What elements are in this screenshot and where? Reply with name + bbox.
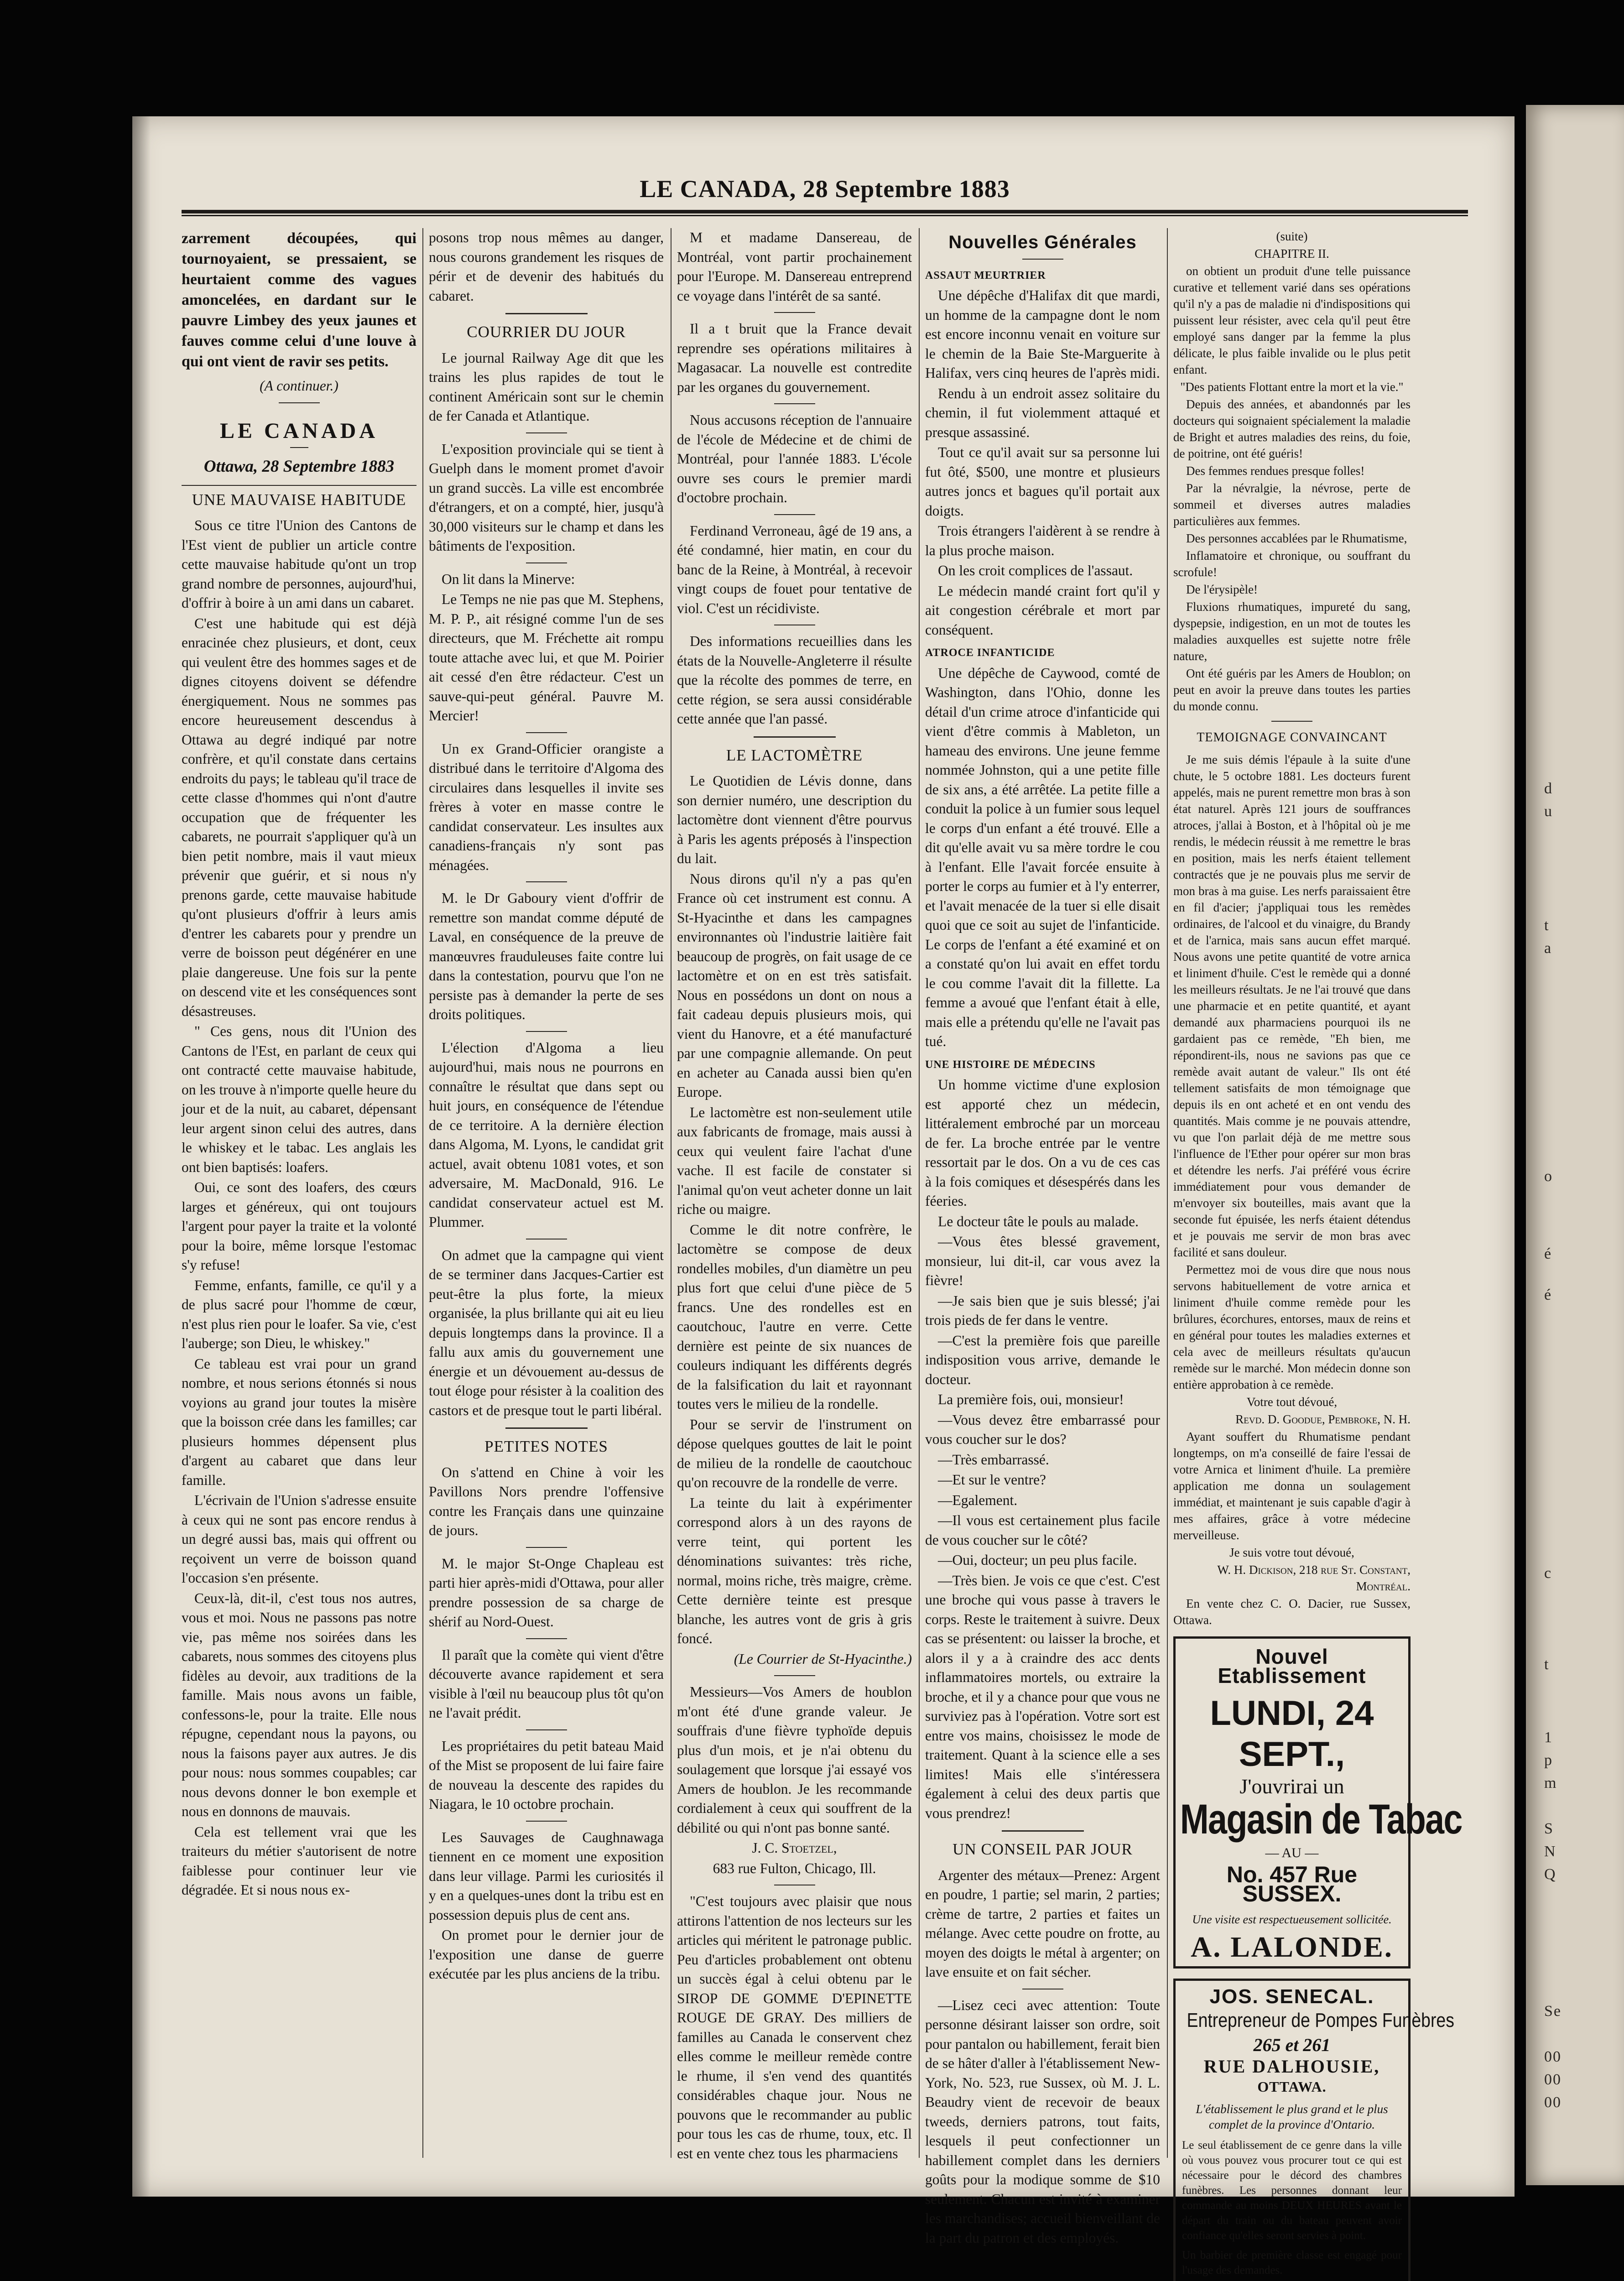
subheading-infanticide: ATROCE INFANTICIDE: [925, 643, 1160, 663]
testimonial-closing: Je suis votre tout dévoué,: [1173, 1544, 1411, 1561]
ad-paragraph: Depuis des années, et abandonnés par les docteurs qui soignaient spécialement la maladie de Bright et autres maladies des reins, du foie, de poitrine, ont été guéris!: [1173, 396, 1411, 462]
article-paragraph: Comme le dit notre confrère, le lactomètre se compose de deux rondelles mobiles, d'un diamètre un peu plus fort que celui d'une pièce de 5 francs. Une des rondelles est en caoutchouc, l'autre en verre. Cette dernière est peinte de six nuances de couleurs indiquant les différents degrés de la falsification du lait et rayonnant toutes vers le milieu de la rondelle.: [677, 1220, 912, 1414]
ad-shop-name: Magasin de Tabac: [1180, 1796, 1404, 1843]
news-item: Les propriétaires du petit bateau Maid of the Mist se proposent de lui faire faire de nouveau la descente des rapides du Niagara, le 10 octobre prochain.: [429, 1737, 664, 1814]
separator: [290, 447, 308, 448]
separator: [1002, 1830, 1084, 1832]
ad-paragraph: Par la névralgie, la névrose, perte de sommeil et diverses autres maladies particulières aux femmes.: [1173, 480, 1411, 529]
news-item: L'exposition provinciale qui se tient à Guelph dans le moment promet d'avoir un grand succès. La ville est encombrée d'étrangers, et on a compté, hier, jusqu'à 30,000 visiteurs sur le champ et dans les bâtiments de l'exposition.: [429, 440, 664, 556]
article-paragraph: Le Quotidien de Lévis donne, dans son dernier numéro, une description du lactomètre dont viennent d'être pourvus à Paris les agents préposés à l'inspection du lait.: [677, 771, 912, 869]
newspaper-page: [132, 116, 1515, 2197]
dateline: Ottawa, 28 Septembre 1883: [182, 457, 416, 477]
separator: [1271, 721, 1312, 722]
article-paragraph: Cela est tellement vrai que les traiteurs du métier s'autorisent de notre faiblesse pour continuer leur vie dégradée. Et si nous nous ex-: [182, 1823, 416, 1900]
column-1: [182, 228, 416, 2158]
separator: [526, 1547, 567, 1548]
article-paragraph: Femme, enfants, famille, ce qu'il y a de plus sacré pour l'homme de cœur, n'est plus rien pour le loafer. Sa vie, c'est l'auberge; son Dieu, le whiskey.": [182, 1276, 416, 1354]
testimonial-paragraph: Je me suis démis l'épaule à la suite d'une chute, le 5 octobre 1881. Les docteurs furent appelés, mais ne purent remettre mon bras à son état naturel. Après 121 jours de souffrances atroces, j'allai à Boston, et à l'hôpital où je me rendis, le médecin réussit à me remettre le bras en position, mais les nerfs étaient tellement contractés que je ne pouvais plus me servir de mon bras à ma guise. Les nerfs paraissaient être en fil d'acier; j'appliquai tous les remèdes ordinaires, de l'alcool et du vinaigre, du Brandy et de l'arnica, mais sans aucun effet marqué. Nous avons une petite quantité de votre arnica et liniment d'huile. C'est le remède qui a donné les meilleurs résultats. Je ne l'ai trouvé que dans une pharmacie et en petite quantité, et ayant demandé aux pharmaciens pourquoi ils ne gardaient pas ce remède, "Eh bien, me répondirent-ils, nous ne savions pas que ce remède avait autant de valeur." Ils ont été tellement satisfaits de mon témoignage que depuis ils en ont acheté et en ont vendu des quantités. Mais comme je ne pouvais attendre, vu que l'on parlait déjà de me mettre sous l'influence de l'Ether pour opérer sur mon bras et détendre les nerfs. J'ai préféré vous écrire immédiatement pour vous demander de m'envoyer six bouteilles, mais avant que la seconde fut épuisée, les nerfs étaient détendus et je pouvais me servir de mon bras avec facilité et sans douleur.: [1173, 751, 1411, 1260]
masthead-rule: [182, 210, 1468, 216]
funeral-ad: [1173, 1979, 1411, 2281]
ad-address: No. 457 Rue SUSSEX.: [1183, 1865, 1401, 1904]
news-paragraph: Tout ce qu'il avait sur sa personne lui fut ôté, $500, une montre et plusieurs autres joncs et bagues qu'il portait aux doigts.: [925, 443, 1160, 521]
separator: [505, 1427, 588, 1429]
ad-paragraph: Fluxions rhumatiques, impureté du sang, dyspepsie, indigestion, en un mot de toutes les maladies auxquelles est sujette notre frêle nature,: [1173, 599, 1411, 664]
edge-fragment: o: [1544, 1168, 1622, 1185]
ad-address-number: 265 et 261: [1182, 2036, 1402, 2055]
tobacco-shop-ad: [1173, 1636, 1411, 1969]
news-item: Le journal Railway Age dit que les trains les plus rapides de tout le continent Américain sont sur le chemin de fer Canada et Atlantique.: [429, 349, 664, 426]
edge-fragment: S: [1544, 1820, 1622, 1838]
column-rule: [919, 228, 920, 2158]
ad-paragraph: Des personnes accablées par le Rhumatisme,: [1173, 530, 1411, 547]
separator: [526, 1729, 567, 1730]
ad-text: — AU —: [1183, 1844, 1401, 1863]
continued-story: zarrement découpées, qui tournoyaient, se pressaient, se heurtaient comme des vagues amoncelées, en dardant sur le pauvre Limbey des yeux jaunes et fauves comme celui d'une louve à qui ont vient de ravir ses petits.: [182, 228, 416, 372]
dialogue-line: —Et sur le ventre?: [925, 1470, 1160, 1490]
article-paragraph: Argenter des métaux—Prenez: Argent en poudre, 1 partie; sel marin, 2 parties; crème de tartre, 2 parties et faites un mélange. Avec cette poudre on frotte, au moyen des doigts le métal à argenter; on lave ensuite et on fait sécher.: [925, 1866, 1160, 1982]
edge-fragment: N: [1544, 1843, 1622, 1860]
article-paragraph: Oui, ce sont des loafers, des cœurs larges et généreux, qui ont toujours l'argent pour payer la traite et la volonté pour la boire, même lorsque l'estomac s'y refuse!: [182, 1178, 416, 1275]
edge-fragment: d: [1544, 780, 1622, 797]
article-paragraph: Ceux-là, dit-il, c'est tous nos autres, vous et moi. Nous ne passons pas notre vie, pas même nos soirées dans les cabarets, nous sommes des citoyens plus fidèles au devoir, aux traditions de la famille. Mais nous avons un faible, confessons-le, pour la traite. Elle nous répugne, cependant nous la payons, ou nous la faisons payer aux autres. Je dis pour nous: nous sommes coupables; car nous devons donner le bon exemple et nous en donnons de mauvais.: [182, 1589, 416, 1822]
headline-mauvaise-habitude: UNE MAUVAISE HABITUDE: [182, 485, 416, 510]
edge-fragment: u: [1544, 803, 1622, 820]
column-5: [1173, 228, 1411, 2158]
testimonial-closing: Votre tout dévoué,: [1173, 1394, 1411, 1410]
signature-name: J. C. Stoetzel,: [677, 1838, 912, 1858]
ad-owner: JOS. SENECAL.: [1182, 1987, 1402, 2007]
ad-paragraph: De l'érysipèle!: [1173, 581, 1411, 598]
separator: [1022, 259, 1063, 260]
subheading-assaut: ASSAUT MEURTRIER: [925, 266, 1160, 286]
edge-fragment: Q: [1544, 1866, 1622, 1883]
advertisement-paragraph: "C'est toujours avec plaisir que nous attirons l'attention de nos lecteurs sur les articles qui méritent le patronage public. Peu d'articles probablement ont obtenu un succès égal à celui obtenu par le SIROP DE GOMME D'EPINETTE ROUGE DE GRAY. Des milliers de familles au Canada le conservent chez elles comme le meilleur remède contre le rhume, il s'en vend des quantités considérables chaque jour. Nous ne pouvons que le recommander au public pour tous les cas de rhume, toux, etc. Il est en vente chez tous les pharmaciens: [677, 1892, 912, 2163]
article-paragraph: L'écrivain de l'Union s'adresse ensuite à ceux qui ne sont pas encore rendus à un degré aussi bas, mais qui offrent ou reçoivent un verre de boisson quand l'occasion s'en présente.: [182, 1491, 416, 1588]
ad-paragraph: Des femmes rendues presque folles!: [1173, 463, 1411, 479]
separator: [526, 881, 567, 882]
source-credit: (Le Courrier de St-Hyacinthe.): [677, 1650, 912, 1669]
article-paragraph: Le lactomètre est non-seulement utile aux fabricants de fromage, mais aussi à ceux qui veulent faire l'achat d'une vache. Il est facile de constater si l'animal qu'on veut acheter donne un lait riche ou maigre.: [677, 1103, 912, 1219]
ad-paragraph: "Des patients Flottant entre la mort et la vie.": [1173, 379, 1411, 395]
section-title-le-canada: LE CANADA: [182, 422, 416, 441]
edge-fragment: t: [1544, 1656, 1622, 1673]
suite-label: (suite): [1173, 228, 1411, 245]
news-paragraph: Le médecin mandé craint fort qu'il y ait congestion cérébrale et mort par conséquent.: [925, 582, 1160, 640]
news-paragraph: Une dépêche de Caywood, comté de Washington, dans l'Ohio, donne les détail d'un crime atroce d'infanticide qui vient d'être commis à Mableton, un hameau des environs. Une jeune femme nommée Johnston, qui a une petite fille de six ans, a été arrêtée. La petite fille a conduit la police à un fumier sous lequel le corps d'un enfant a été trouvé. Elle a dit qu'elle avait vu sa mère tordre le cou à l'enfant. Elle l'avait forcée ensuite à porter le corps au fumier et à l'y enterrer, et l'avait menacée de la tuer si elle disait quoi que ce soit au sujet de l'infanticide. Le corps de l'enfant a été examiné et on a constaté qu'on lui avait en effet tordu le cou comme l'avait dit la fillette. La femme a avoué que l'enfant était à elle, mais elle a prétendu qu'elle ne l'avait pas tué.: [925, 664, 1160, 1052]
news-item: M. le Dr Gaboury vient d'offrir de remettre son mandat comme député de Laval, en conséquence de la preuve de manœuvres frauduleuses faite contre lui dans la contestation, pourvu que l'on ne persiste pas à demander la perte de ses droits politiques.: [429, 889, 664, 1025]
edge-fragment: 00: [1544, 2094, 1622, 2111]
separator: [505, 313, 588, 314]
edge-fragment: Se: [1544, 2003, 1622, 2020]
edge-fragment: m: [1544, 1775, 1622, 1792]
testimonial-paragraph: Ayant souffert du Rhumatisme pendant longtemps, on m'a conseillé de faire l'essai de votre Arnica et liniment d'huile. La première application me donna un soulagement immédiat, et maintenant je suis capable d'agir à mes affaires, grâce à votre médecine merveilleuse.: [1173, 1428, 1411, 1543]
ad-paragraph: on obtient un produit d'une telle puissance curative et tellement varié dans ses opérations qu'il n'y a pas de maladie ni d'indispositions qui puissent leur résister, avec cela qu'il peut être employé sans danger par la femme la plus délicate, le plus faible invalide ou le plus petit enfant.: [1173, 263, 1411, 378]
news-item: Des informations recueillies dans les états de la Nouvelle-Angleterre il résulte que la récolte des pommes de terre, en cette région, se sera aussi considérable cette année que l'an passé.: [677, 632, 912, 729]
edge-fragment: 1: [1544, 1729, 1622, 1746]
ad-owner: A. LALONDE.: [1183, 1937, 1401, 1957]
news-item: M. le major St-Onge Chapleau est parti hier après-midi d'Ottawa, pour aller prendre possession de sa charge de shérif au Nord-Ouest.: [429, 1554, 664, 1632]
separator: [526, 1031, 567, 1032]
edge-fragment: c: [1544, 1565, 1622, 1582]
testimonial-signature: W. H. Dickison, 218 rue St. Constant, Montréal.: [1173, 1562, 1411, 1594]
edge-fragment: t: [1544, 917, 1622, 934]
news-item: Le Temps ne nie pas que M. Stephens, M. P. P., ait résigné comme l'un de ses directeurs, que M. Fréchette ait rompu toute attache avec lui, et que M. Poirier ait cessé d'en être rédacteur. C'est un sauve-qui-peut général. Pauvre M. Mercier!: [429, 590, 664, 726]
testimonial-paragraph: Permettez moi de vous dire que nous nous servons habituellement de votre arnica et liniment d'huile comme remède pour les brûlures, écorchures, entorses, maux de reins et en général pour toutes les maladies externes et cela avec de meilleurs résultats qu'aucun remède sur le marché. Mon médecin donne son entière approbation à ce remède.: [1173, 1261, 1411, 1393]
dialogue-line: —Il vous est certainement plus facile de vous coucher sur le côté?: [925, 1511, 1160, 1550]
separator: [279, 402, 320, 403]
news-paragraph: Le docteur tâte le pouls au malade.: [925, 1212, 1160, 1232]
chapter-title: CHAPITRE II.: [1173, 245, 1411, 262]
news-item: Ferdinand Verroneau, âgé de 19 ans, a été condamné, hier matin, en cour du banc de la Reine, à Montréal, à recevoir vingt coups de fouet pour tentative de viol. C'est un récidiviste.: [677, 521, 912, 619]
headline-conseil-par-jour: UN CONSEIL PAR JOUR: [925, 1840, 1160, 1859]
dialogue-line: —Très embarrassé.: [925, 1450, 1160, 1470]
article-paragraph: Ce tableau est vrai pour un grand nombre, et nous serions étonnés si nous voyions au grand jour toutes la misère que la boisson crée dans les familles; car plusieurs hommes dépensent plus d'argent au cabaret que dans leur famille.: [182, 1354, 416, 1490]
article-paragraph: Nous dirons qu'il n'y a pas qu'en France où cet instrument est connu. A St-Hyacinthe et dans les campagnes environnantes où l'industrie laitière fait beaucoup de progrès, on fait usage de ce lactomètre et on en est très satisfait. Nous en possédons un dont on nous a fait cadeau depuis plusieurs mois, qui vient du Hanovre, et a été manufacturé par une compagnie allemande. On peut en acheter au Canada aussi bien qu'en Europe.: [677, 870, 912, 1102]
article-paragraph: La teinte du lait à expérimenter correspond alors à un des rayons de verre teint, qui portent les dénominations suivantes: très riche, normal, moins riche, très maigre, crème. Cette dernière teinte est presque blanche, les autres vont de gris à gris foncé.: [677, 1494, 912, 1649]
separator: [526, 432, 567, 433]
news-item: On s'attend en Chine à voir les Pavillons Nors prendre l'offensive contre les Français dans une quinzaine de jours.: [429, 1463, 664, 1541]
adjacent-page-edge: [1526, 105, 1624, 2185]
edge-fragment: 00: [1544, 2071, 1622, 2088]
separator: [526, 1638, 567, 1639]
article-paragraph: Sous ce titre l'Union des Cantons de l'Est vient de publier un article contre cette mauvaise habitude qu'ont un trop grand nombre de personnes, aujourd'hui, d'offrir à boire à un ami dans un cabaret.: [182, 516, 416, 613]
news-item: Il paraît que la comète qui vient d'être découverte avance rapidement et sera visible à l'œil nu beaucoup plus tôt qu'on ne l'avait prédit.: [429, 1646, 664, 1723]
dialogue-line: —Vous devez être embarrassé pour vous coucher sur le dos?: [925, 1411, 1160, 1449]
headline-temoignage: TEMOIGNAGE CONVAINCANT: [1173, 728, 1411, 748]
masthead: LE CANADA, 28 Septembre 1883: [182, 175, 1468, 207]
separator: [526, 562, 567, 563]
ad-text: Une visite est respectueusement sollicitée.: [1183, 1910, 1401, 1930]
edge-fragment: p: [1544, 1752, 1622, 1769]
column-rule: [1167, 228, 1168, 2158]
news-item: Il a t bruit que la France devait reprendre ses opérations militaires à Magasacar. La nouvelle est contredite par les organes du gouvernement.: [677, 319, 912, 397]
section-title-nouvelles: Nouvelles Générales: [925, 233, 1160, 252]
news-paragraph: Un homme victime d'une explosion est apporté chez un médecin, littéralement embroché par un morceau de fer. La broche entrée par le ventre ressortait par le dos. On a vu de ces cas à la fois comiques et désespérés dans les féeries.: [925, 1075, 1160, 1211]
headline-lactometre: LE LACTOMÈTRE: [677, 746, 912, 766]
ad-text: Le seul établissement de ce genre dans la ville où vous pouvez vous procurer tout ce qui est nécessaire pour le décord des chambres funèbres. Les personnes donnant leur commande au moins DEUX HEURES avant le départ du train ou du bateau peuvent avoir confiance qu'elles seront servies à point.: [1182, 2138, 1402, 2243]
news-item: Un ex Grand-Officier orangiste a distribué dans le territoire d'Algoma des circulaires dans lesquelles il invite ses frères à voter en masse contre le candidat conservateur. Les insultes aux canadiens-français n'y sont pas ménagées.: [429, 740, 664, 875]
dialogue-line: La première fois, oui, monsieur!: [925, 1390, 1160, 1410]
article-paragraph: Pour se servir de l'instrument on dépose quelques gouttes de lait le point de milieu de la rondelle de caoutchouc qu'on recouvre de la rondelle de verre.: [677, 1415, 912, 1493]
news-item: Nous accusons réception de l'annuaire de l'école de Médecine et de chimi de Montréal, pour l'année 1883. L'école ouvre ses cours le premier mardi d'octobre prochain.: [677, 411, 912, 508]
subheading-medecins: UNE HISTOIRE DE MÉDECINS: [925, 1055, 1160, 1075]
column-2: [429, 228, 664, 2158]
headline-petites-notes: PETITES NOTES: [429, 1437, 664, 1457]
dialogue-line: —Je sais bien que je suis blessé; j'ai trois pieds de fer dans le ventre.: [925, 1292, 1160, 1330]
ad-text: J'ouvrirai un: [1183, 1777, 1401, 1797]
ad-text: Un barbier de première classe est engagé pour l'usage des demandes.: [1182, 2248, 1402, 2278]
continued-marker: (A continuer.): [182, 376, 416, 396]
ad-paragraph: Inflamatoire et chronique, ou souffrant du scrofule!: [1173, 547, 1411, 580]
news-paragraph: Trois étrangers l'aidèrent à se rendre à la plus proche maison.: [925, 521, 1160, 560]
dialogue-line: —Vous êtes blessé gravement, monsieur, lui dit-il, car vous avez la fièvre!: [925, 1232, 1160, 1291]
news-paragraph: Rendu à un endroit assez solitaire du chemin, il fut violemment attaqué et presque assassiné.: [925, 384, 1160, 443]
separator: [774, 1675, 815, 1676]
news-item: M et madame Dansereau, de Montréal, vont partir prochainement pour l'Europe. M. Dansereau entreprend ce voyage dans l'intérêt de sa santé.: [677, 228, 912, 306]
dialogue-line: —Oui, docteur; un peu plus facile.: [925, 1551, 1160, 1570]
news-item: L'élection d'Algoma a lieu aujourd'hui, mais nous ne pourrons en connaître le résultat que dans sept ou huit jours, en conséquence de l'étendue de ce territoire. A la dernière élection dans Algoma, M. Lyons, le candidat grit actuel, avait obtenu 1081 votes, et son adversaire, M. MacDonald, 916. Le candidat conservateur actuel est M. Plummer.: [429, 1038, 664, 1232]
dialogue-line: —Très bien. Je vois ce que c'est. C'est une broche qui vous passe à travers le corps. Reste le traitement à suivre. Deux cas se présentent: ou laisser la broche, et alors il y a à craindre des acc dents inflammatoires mortels, ou extraire la broche, et il y a chance pour que vous ne surviviez pas à l'opération. Votre sort est entre vos mains, choisissez le mode de traitement. Quant à la science elle a ses limites! Mais elle s'intéressera également à celui des deux partis que vous prendrez!: [925, 1571, 1160, 1823]
article-paragraph: C'est une habitude qui est déjà enracinée chez plusieurs, et dont, ceux qui veulent être des hommes sages et de dignes citoyens doivent se défendre énergiquement. Nous ne sommes pas encore heureusement descendus à Ottawa au degré indiqué par notre confrère, et qu'il constate dans certains endroits du pays; le tableau qu'il trace de cette classe d'hommes qui n'ont d'autre occupation que de fréquenter les cabarets, ne pourrait s'appliquer qu'à un bien petit nombre, mais il vaut mieux prévenir que guérir, et si nous n'y prenons garde, cette mauvaise habitude qu'ont plusieurs d'offrir à leurs amis d'entrer les cabarets pour y prendre un verre de boisson peut dégénérer en une plaie dangereuse. Une fois sur la pente on descend vite et les conséquences sont désastreuses.: [182, 614, 416, 1021]
ad-tagline: L'établissement le plus grand et le plus complet de la province d'Ontario.: [1182, 2101, 1402, 2132]
edge-fragment: é: [1544, 1286, 1622, 1304]
ad-paragraph: Ont été guéris par les Amers de Houblon; on peut en avoir la preuve dans toutes les parties du monde connu.: [1173, 665, 1411, 714]
separator: [774, 403, 815, 404]
edge-fragment: a: [1544, 940, 1622, 957]
article-paragraph: —Lisez ceci avec attention: Toute personne désirant laisser son ordre, soit pour pantalon ou habillement, ferait bien de se hâter d'aller à l'établissement New-York, No. 523, rue Sussex, où M. J. L. Beaudry vient de recevoir de beaux tweeds, derniers patrons, tout faits, lesquels il peut confectionner un habillement complet dans les derniers goûts pour la modique somme de $10 seulement. Chacun est invité à examiner les marchandises; accueil bienveillant de la part du patron et des employés.: [925, 1996, 1160, 2248]
news-item: On admet que la campagne qui vient de se terminer dans Jacques-Cartier est peut-être la plus forte, la mieux organisée, la plus brillante qui ait eu lieu depuis longtemps dans la province. Il a fallu aux amis du gouvernement une énergie et un dévouement au-dessus de tout éloge pour résister à la coalition des castors et de presque tout le parti libéral.: [429, 1246, 664, 1421]
news-paragraph: Une dépêche d'Halifax dit que mardi, un homme de la campagne dont le nom est encore inconnu venait en voiture sur le chemin de la Baie Ste-Marguerite à Halifax, vers cinq heures de l'après midi.: [925, 286, 1160, 383]
edge-fragment: 00: [1544, 2048, 1622, 2066]
separator: [754, 736, 836, 738]
ad-city: OTTAWA.: [1182, 2077, 1402, 2097]
article-paragraph: posons trop nous mêmes au danger, nous courons grandement les risques de périr et de devenir des habitués du cabaret.: [429, 228, 664, 306]
dialogue-line: —Egalement.: [925, 1491, 1160, 1510]
news-paragraph: On les croit complices de l'assaut.: [925, 561, 1160, 581]
sales-note: En vente chez C. O. Dacier, rue Sussex, Ottawa.: [1173, 1595, 1411, 1628]
news-item: On lit dans la Minerve:: [429, 570, 664, 589]
signature-address: 683 rue Fulton, Chicago, Ill.: [677, 1859, 912, 1879]
column-4: [925, 228, 1160, 2158]
testimonial-signature: Revd. D. Goodue, Pembroke, N. H.: [1173, 1411, 1411, 1427]
ad-date: LUNDI, 24 SEPT.,: [1183, 1693, 1401, 1775]
ad-street: RUE DALHOUSIE,: [1182, 2057, 1402, 2077]
news-item: Les Sauvages de Caughnawaga tiennent en ce moment une exposition dans leur village. Parmi les curiosités il y en a quelques-unes dont la tribu est en possession depuis plus de cent ans.: [429, 1828, 664, 1925]
testimonial-letter: Messieurs—Vos Amers de houblon m'ont été d'une grande valeur. Je souffrais d'une fièvre typhoïde depuis plus d'un mois, et je n'ai obtenu du soulagement que lorsque j'ai essayé vos Amers de houblon. Je les recommande cordialement à ceux qui souffrent de la débilité ou qui n'ont pas bonne santé.: [677, 1682, 912, 1838]
article-paragraph: " Ces gens, nous dit l'Union des Cantons de l'Est, en parlant de ceux qui ont contracté cette mauvaise habitude, on les trouve à n'importe quelle heure du jour et de la nuit, au cabaret, dépensant leur argent sinon celui des autres, dans le whiskey et le tabac. Les anglais les ont bien baptisés: loafers.: [182, 1022, 416, 1177]
ad-heading: Nouvel Etablissement: [1183, 1647, 1401, 1686]
separator: [526, 732, 567, 733]
ad-trade: Entrepreneur de Pompes Funèbres: [1187, 2008, 1397, 2033]
headline-courrier-du-jour: COURRIER DU JOUR: [429, 323, 664, 342]
edge-fragment: é: [1544, 1245, 1622, 1263]
separator: [774, 514, 815, 515]
separator: [526, 1821, 567, 1822]
column-3: [677, 228, 912, 2158]
dialogue-line: —C'est la première fois que pareille indisposition vous arrive, demande le docteur.: [925, 1331, 1160, 1390]
column-rule: [422, 228, 423, 2158]
news-item: On promet pour le dernier jour de l'exposition une danse de guerre exécutée par les plus anciens de la tribu.: [429, 1926, 664, 1984]
separator: [774, 312, 815, 313]
